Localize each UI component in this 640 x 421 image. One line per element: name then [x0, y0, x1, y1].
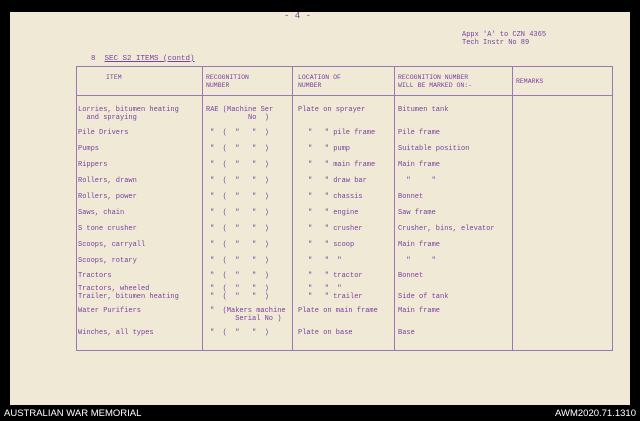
footer-institution: AUSTRALIAN WAR MEMORIAL: [4, 408, 142, 419]
cell-marked-on: " ": [398, 177, 436, 185]
section-number: 8: [91, 55, 96, 63]
cell-recognition: " ( " " ): [210, 161, 269, 169]
header-location-of-number: LOCATION OF NUMBER: [298, 74, 341, 89]
section-title: SEC S2 ITEMS (contd): [104, 55, 195, 63]
cell-location: " " tractor: [308, 272, 363, 280]
cell-item: Rollers, drawn: [78, 177, 137, 185]
cell-item: Water Purifiers: [78, 307, 142, 315]
cell-marked-on: Base: [398, 329, 415, 337]
cell-recognition: " ( " " ): [210, 225, 269, 233]
cell-recognition: " ( " " ): [210, 177, 269, 185]
cell-recognition: " ( " " ): [210, 241, 269, 249]
cell-item: Saws, chain: [78, 209, 125, 217]
cell-item: Tractors: [78, 272, 112, 280]
cell-marked-on: Bitumen tank: [398, 106, 449, 114]
cell-recognition: " ( " " ) " ( " " ): [210, 285, 269, 301]
cell-location: " " chassis: [308, 193, 363, 201]
page-number: - 4 -: [284, 11, 312, 21]
header-marked-on: RECOGNITION NUMBER WILL BE MARKED ON:-: [398, 74, 473, 89]
cell-item: Tractors, wheeled Trailer, bitumen heating: [78, 285, 179, 301]
section-heading: [82, 47, 195, 63]
cell-location: " " engine: [308, 209, 359, 217]
cell-location: " " ": [308, 257, 342, 265]
cell-item: Rollers, power: [78, 193, 137, 201]
cell-item: Lorries, bitumen heating and spraying: [78, 106, 179, 122]
cell-item: S tone crusher: [78, 225, 137, 233]
cell-marked-on: Crusher, bins, elevator: [398, 225, 495, 233]
cell-location: " " draw bar: [308, 177, 367, 185]
cell-item: Scoops, rotary: [78, 257, 137, 265]
header-remarks: REMARKS: [516, 78, 544, 85]
cell-location: Plate on sprayer: [298, 106, 366, 114]
header-item: ITEM: [106, 74, 122, 81]
reference-note: Appx 'A' to CZN 4365 Tech Instr No 89: [462, 31, 547, 47]
cell-marked-on: " ": [398, 257, 436, 265]
cell-item: Scoops, carryall: [78, 241, 146, 249]
cell-marked-on: Main frame: [398, 161, 441, 169]
cell-recognition: " ( " " ): [210, 272, 269, 280]
cell-recognition: " ( " " ): [210, 257, 269, 265]
cell-recognition: " ( " " ): [210, 129, 269, 137]
cell-recognition: RAE (Machine Ser No ): [206, 106, 274, 122]
cell-location: Plate on main frame: [298, 307, 378, 315]
cell-marked-on: Main frame: [398, 307, 441, 315]
cell-recognition: " ( " " ): [210, 193, 269, 201]
cell-marked-on: Suitable position: [398, 145, 470, 153]
cell-item: Pumps: [78, 145, 100, 153]
cell-item: Winches, all types: [78, 329, 154, 337]
cell-location: " " pile frame: [308, 129, 376, 137]
cell-location: " " scoop: [308, 241, 355, 249]
cell-recognition: " (Makers machine Serial No ): [210, 307, 286, 323]
cell-marked-on: Pile frame: [398, 129, 441, 137]
cell-item: Rippers: [78, 161, 108, 169]
cell-recognition: " ( " " ): [210, 209, 269, 217]
cell-location: " " " " " trailer: [308, 285, 363, 301]
cell-marked-on: Bonnet: [398, 272, 424, 280]
cell-marked-on: Saw frame: [398, 209, 436, 217]
cell-recognition: " ( " " ): [210, 329, 269, 337]
header-recognition-number: RECOGNITION NUMBER: [206, 74, 249, 89]
cell-item: Pile Drivers: [78, 129, 129, 137]
cell-location: " " pump: [308, 145, 351, 153]
cell-recognition: " ( " " ): [210, 145, 269, 153]
cell-location: Plate on base: [298, 329, 353, 337]
footer-accession-number: AWM2020.71.1310: [555, 408, 636, 419]
cell-marked-on: Main frame: [398, 241, 441, 249]
cell-marked-on: Bonnet: [398, 193, 424, 201]
cell-location: " " crusher: [308, 225, 363, 233]
cell-location: " " main frame: [308, 161, 376, 169]
cell-marked-on: Side of tank: [398, 292, 449, 301]
